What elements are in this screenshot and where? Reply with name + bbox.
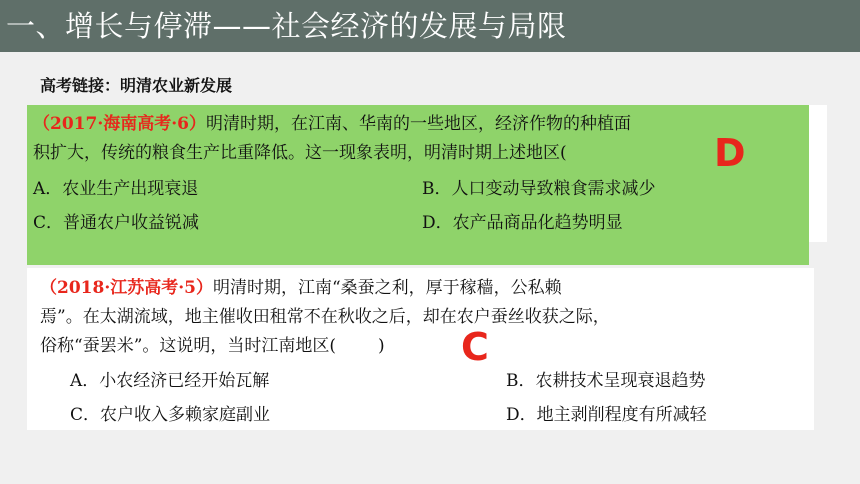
question-1-stem bbox=[33, 110, 803, 168]
question-1-text-1: 明清时期，在江南、华南的一些地区，经济作物的种植面 bbox=[205, 114, 631, 134]
question-2-line-3 bbox=[40, 332, 810, 361]
question-1-line-2: 积扩大，传统的粮食生产比重降低。这一现象表明，明清时期上述地区( bbox=[33, 143, 567, 163]
question-2-option-a[interactable]: A．小农经济已经开始瓦解 bbox=[70, 371, 270, 391]
question-2-option-c[interactable]: C．农户收入多赖家庭副业 bbox=[70, 405, 271, 425]
question-2-option-d[interactable]: D．地主剥削程度有所减轻 bbox=[506, 405, 707, 425]
question-2-text-1: 明清时期，江南“桑蚕之利，厚于稼穑，公私赖 bbox=[212, 278, 562, 298]
question-2-line-2: 焉”。在太湖流域，地主催收田租常不在秋收之后，却在农户蚕丝收获之际， bbox=[40, 307, 610, 327]
question-1-option-a[interactable]: A．农业生产出现衰退 bbox=[33, 179, 199, 199]
question-2-option-b[interactable]: B．农耕技术呈现衰退趋势 bbox=[506, 371, 706, 391]
question-2-text-3b: ) bbox=[378, 336, 385, 356]
question-1-line-1 bbox=[33, 110, 803, 139]
question-1-option-c[interactable]: C．普通农户收益锐减 bbox=[33, 213, 200, 233]
header-bar bbox=[0, 0, 860, 52]
page-title: 一、增长与停滞——社会经济的发展与局限 bbox=[6, 9, 567, 43]
question-2-stem bbox=[40, 274, 810, 361]
question-2-line-1 bbox=[40, 274, 810, 303]
question-1-option-d[interactable]: D．农产品商品化趋势明显 bbox=[422, 213, 623, 233]
question-2-tag: （2018·江苏高考·5） bbox=[40, 278, 213, 298]
section-label: 高考链接：明清农业新发展 bbox=[40, 76, 233, 95]
question-1-answer: D bbox=[714, 131, 746, 175]
question-2-text-3a: 俗称“蚕罢米”。这说明，当时江南地区( bbox=[40, 336, 337, 356]
question-2-answer: C bbox=[461, 325, 489, 369]
question-1-option-b[interactable]: B．人口变动导致粮食需求减少 bbox=[422, 179, 656, 199]
question-1-tag: （2017·海南高考·6） bbox=[33, 114, 206, 134]
